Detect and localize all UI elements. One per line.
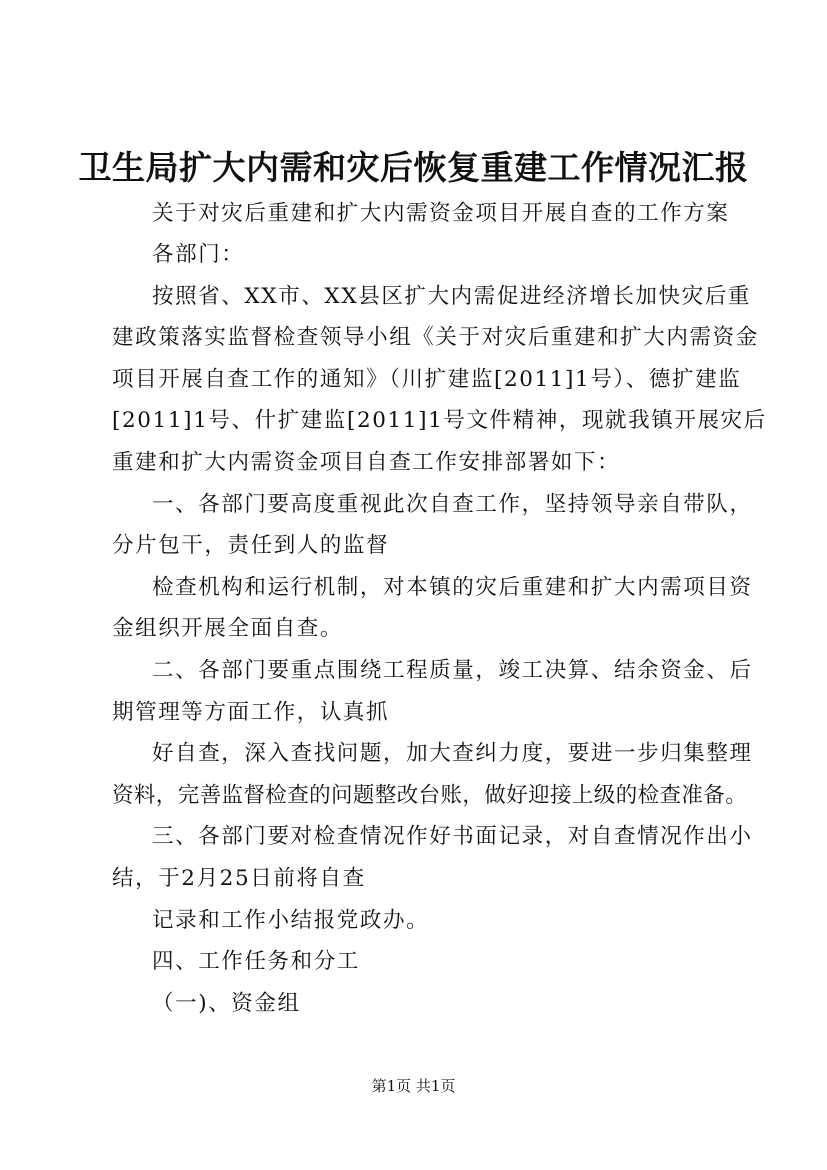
paragraph-line: 项目开展自查工作的通知》（川扩建监[2011]1号）、德扩建监 <box>112 367 742 392</box>
paragraph-line: 好自查，深入查找问题，加大查纠力度，要进一步归集整理 <box>152 741 753 766</box>
paragraph-line: 重建和扩大内需资金项目自查工作安排部署如下： <box>112 450 621 475</box>
paragraph-line: 三、各部门要对检查情况作好书面记录，对自查情况作出小 <box>152 824 753 849</box>
paragraph-line: 关于对灾后重建和扩大内需资金项目开展自查的工作方案 <box>152 201 730 226</box>
paragraph-line: 结，于2月25日前将自查 <box>112 866 366 891</box>
paragraph-line: 一、各部门要高度重视此次自查工作，坚持领导亲自带队， <box>152 492 753 517</box>
paragraph-line: 记录和工作小结报党政办。 <box>152 908 430 933</box>
paragraph-line: 四、工作任务和分工 <box>152 949 360 974</box>
document-title: 卫生局扩大内需和灾后恢复重建工作情况汇报 <box>78 148 749 187</box>
page-number-footer: 第1页 共1页 <box>371 1077 456 1095</box>
paragraph-line: 期管理等方面工作，认真抓 <box>112 700 390 725</box>
paragraph-line: 二、各部门要重点围绕工程质量，竣工决算、结余资金、后 <box>152 658 753 683</box>
paragraph-line: 建政策落实监督检查领导小组《关于对灾后重建和扩大内需资金 <box>112 325 759 350</box>
paragraph-line: 金组织开展全面自查。 <box>112 616 344 641</box>
paragraph-line: 按照省、XX市、XX县区扩大内需促进经济增长加快灾后重 <box>152 284 751 309</box>
paragraph-line: （一)、资金组 <box>152 991 301 1016</box>
paragraph-line: [2011]1号、什扩建监[2011]1号文件精神，现就我镇开展灾后 <box>112 408 767 433</box>
paragraph-line: 分片包干，责任到人的监督 <box>112 533 390 558</box>
paragraph-line: 资料，完善监督检查的问题整改台账，做好迎接上级的检查准备。 <box>112 783 748 808</box>
paragraph-line: 检查机构和运行机制，对本镇的灾后重建和扩大内需项目资 <box>152 575 753 600</box>
paragraph-line: 各部门： <box>152 242 245 267</box>
